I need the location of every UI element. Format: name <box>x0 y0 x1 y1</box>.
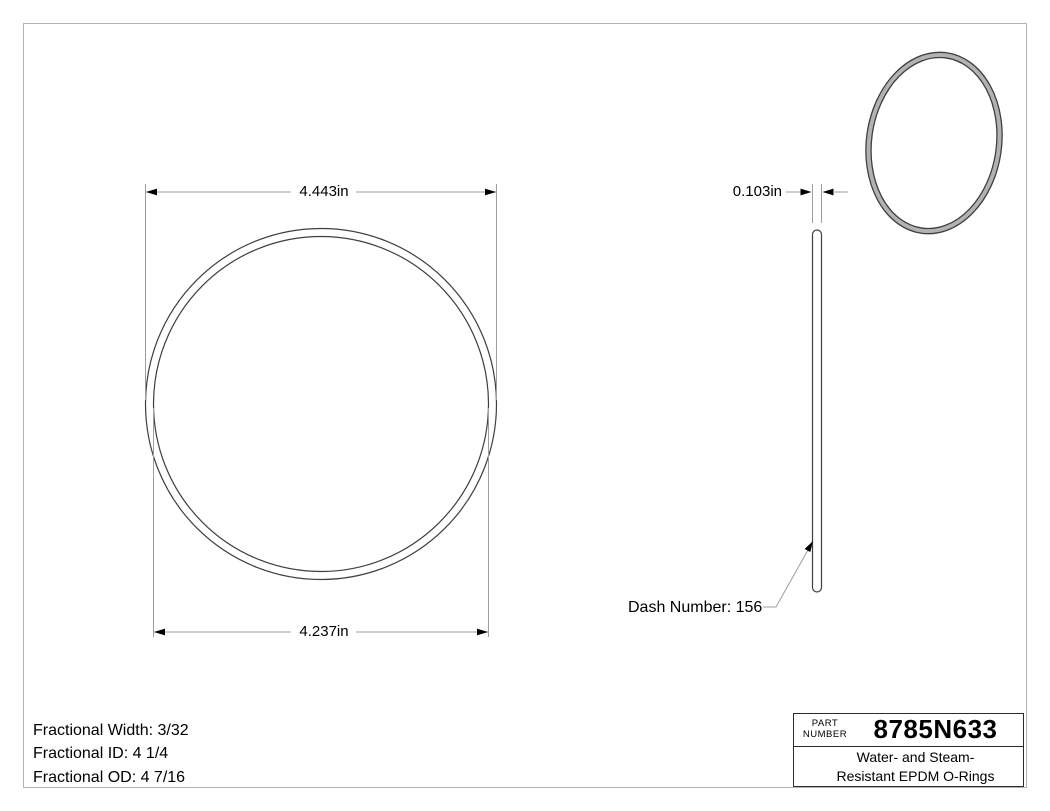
part-number-caption-line1: PART <box>811 718 839 730</box>
fractional-od-spec: Fractional OD: 4 7/16 <box>33 768 186 786</box>
o-ring-3d-view <box>854 43 1013 242</box>
part-number-value: 8785N633 <box>873 714 998 745</box>
dim-arrow-left-icon <box>823 189 834 196</box>
outer-diameter-dimension <box>146 184 497 400</box>
dash-number-leader <box>763 541 813 607</box>
inner-diameter-dimension <box>154 408 489 637</box>
part-description-line2: Resistant EPDM O-Rings <box>836 768 995 784</box>
dim-arrow-right-icon <box>485 189 496 196</box>
fractional-width-spec: Fractional Width: 3/32 <box>33 722 189 739</box>
o-ring-front-view <box>146 229 497 580</box>
dim-arrow-right-icon <box>801 189 812 196</box>
cross-section-dimension <box>786 184 848 223</box>
title-block <box>793 713 1024 787</box>
dim-arrow-left-icon <box>146 189 157 196</box>
title-block-part-row <box>794 714 1023 747</box>
leader-arrow-icon <box>805 541 813 552</box>
part-description-line1: Water- and Steam- <box>856 748 975 765</box>
o-ring-side-view <box>813 230 822 592</box>
dim-arrow-right-icon <box>477 629 488 636</box>
part-number-caption <box>794 719 856 740</box>
dash-number-label: Dash Number: 156 <box>628 599 763 616</box>
part-number-caption-line2: NUMBER <box>802 728 848 740</box>
part-description <box>794 747 1023 787</box>
fractional-id-spec: Fractional ID: 4 1/4 <box>33 745 169 763</box>
fractional-specs <box>33 719 189 789</box>
cross-section-width-label: 0.103in <box>712 184 782 200</box>
outer-diameter-label: 4.443in <box>292 184 356 200</box>
inner-diameter-label: 4.237in <box>292 624 356 640</box>
dim-arrow-left-icon <box>154 629 165 636</box>
